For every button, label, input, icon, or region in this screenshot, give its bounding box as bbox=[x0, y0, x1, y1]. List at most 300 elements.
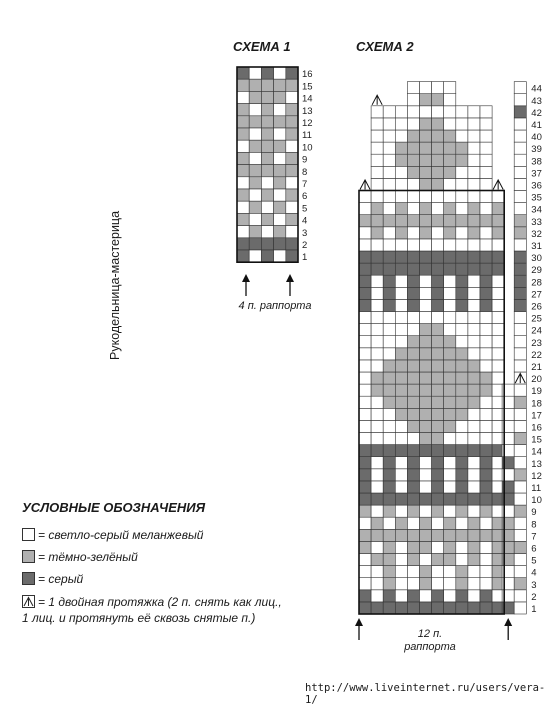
scheme2-cell bbox=[432, 372, 444, 384]
scheme2-cell bbox=[371, 130, 383, 142]
scheme2-cell bbox=[395, 420, 407, 432]
scheme2-cell bbox=[468, 517, 480, 529]
scheme2-cell bbox=[383, 517, 395, 529]
scheme2-cell bbox=[395, 541, 407, 553]
scheme1-cell bbox=[261, 116, 273, 128]
scheme2-strip-cell bbox=[514, 566, 526, 578]
scheme2-cell bbox=[395, 106, 407, 118]
scheme2-cell bbox=[407, 263, 419, 275]
scheme2-cell bbox=[407, 324, 419, 336]
scheme2-cell bbox=[420, 82, 432, 94]
scheme2-cell bbox=[492, 263, 504, 275]
scheme2-cell bbox=[444, 130, 456, 142]
scheme2-cell bbox=[371, 469, 383, 481]
scheme2-cell bbox=[456, 178, 468, 190]
scheme2-cell bbox=[371, 481, 383, 493]
scheme2-cell bbox=[383, 142, 395, 154]
scheme2-cell bbox=[371, 275, 383, 287]
scheme1-cell bbox=[249, 128, 261, 140]
scheme2-cell bbox=[480, 493, 492, 505]
scheme2-cell bbox=[407, 481, 419, 493]
scheme1-cell bbox=[237, 238, 249, 250]
scheme2-cell bbox=[383, 372, 395, 384]
scheme2-cell bbox=[407, 517, 419, 529]
scheme2-cell bbox=[371, 602, 383, 614]
scheme2-strip-cell bbox=[514, 493, 526, 505]
scheme2-cell bbox=[420, 239, 432, 251]
scheme2-strip-cell bbox=[514, 191, 526, 203]
scheme1-cell bbox=[261, 79, 273, 91]
scheme1-cell bbox=[237, 91, 249, 103]
scheme2-cell bbox=[480, 275, 492, 287]
scheme2-cell bbox=[395, 191, 407, 203]
scheme2-cell bbox=[480, 541, 492, 553]
scheme1-cell bbox=[286, 213, 298, 225]
scheme2-strip-cell bbox=[514, 457, 526, 469]
scheme2-cell bbox=[480, 360, 492, 372]
scheme2-cell bbox=[395, 287, 407, 299]
scheme2-strip-cell bbox=[514, 578, 526, 590]
scheme2-cell bbox=[359, 505, 371, 517]
scheme2-cell bbox=[407, 287, 419, 299]
scheme2-row-number: 16 bbox=[531, 422, 542, 434]
scheme2-cell bbox=[359, 590, 371, 602]
scheme2-cell bbox=[420, 590, 432, 602]
scheme2-cell bbox=[395, 408, 407, 420]
scheme2-cell bbox=[395, 360, 407, 372]
scheme2-cell bbox=[371, 505, 383, 517]
scheme1-cell bbox=[286, 250, 298, 262]
scheme1-cell bbox=[249, 91, 261, 103]
scheme2-cell bbox=[420, 517, 432, 529]
scheme1-cell bbox=[237, 79, 249, 91]
scheme2-cell bbox=[444, 299, 456, 311]
scheme2-cell bbox=[480, 408, 492, 420]
scheme2-cell bbox=[359, 541, 371, 553]
scheme2-row-number: 15 bbox=[531, 434, 542, 446]
scheme2-cell bbox=[420, 251, 432, 263]
scheme2-row-number: 41 bbox=[531, 120, 542, 131]
scheme1-cell bbox=[274, 67, 286, 79]
scheme2-strip-cell bbox=[514, 118, 526, 130]
scheme2-cell bbox=[456, 227, 468, 239]
scheme2-cell bbox=[456, 420, 468, 432]
scheme2-cell bbox=[432, 469, 444, 481]
scheme2-cell bbox=[420, 602, 432, 614]
scheme2-cell bbox=[492, 239, 504, 251]
scheme2-cell bbox=[492, 215, 504, 227]
scheme2-cell bbox=[359, 348, 371, 360]
scheme2-strip-cell bbox=[514, 130, 526, 142]
scheme2-cell bbox=[395, 275, 407, 287]
scheme2-cell bbox=[420, 505, 432, 517]
scheme2-cell bbox=[456, 263, 468, 275]
scheme2-cell bbox=[383, 263, 395, 275]
scheme1-row-number: 16 bbox=[302, 69, 313, 81]
scheme2-cell bbox=[456, 469, 468, 481]
scheme2-cell bbox=[432, 130, 444, 142]
legend-item-symbol bbox=[22, 595, 282, 609]
scheme2-cell bbox=[359, 396, 371, 408]
scheme2-cell bbox=[371, 566, 383, 578]
scheme2-cell bbox=[468, 191, 480, 203]
scheme1-row-number: 13 bbox=[302, 105, 313, 117]
scheme1-cell bbox=[286, 189, 298, 201]
scheme2-cell bbox=[444, 166, 456, 178]
scheme2-row-number: 26 bbox=[531, 301, 542, 313]
scheme2-cell bbox=[383, 481, 395, 493]
scheme1-cell bbox=[237, 152, 249, 164]
scheme1-cell bbox=[249, 238, 261, 250]
scheme2-row-number: 34 bbox=[531, 204, 542, 216]
scheme1-cell bbox=[261, 140, 273, 152]
scheme2-cell bbox=[444, 590, 456, 602]
scheme1-arrow-left-head bbox=[242, 274, 250, 282]
scheme2-cell bbox=[468, 130, 480, 142]
scheme2-cell bbox=[371, 384, 383, 396]
scheme1-cell bbox=[274, 201, 286, 213]
scheme2-cell bbox=[407, 275, 419, 287]
scheme1-row-number: 11 bbox=[302, 130, 312, 142]
scheme1-cell bbox=[237, 140, 249, 152]
scheme2-cell bbox=[420, 203, 432, 215]
scheme2-cell bbox=[468, 408, 480, 420]
scheme2-cell bbox=[395, 372, 407, 384]
swatch-mid-icon bbox=[22, 550, 35, 563]
scheme1-row-number: 9 bbox=[302, 154, 308, 166]
scheme2-cell bbox=[359, 566, 371, 578]
scheme2-cell bbox=[371, 590, 383, 602]
scheme2-cell bbox=[444, 517, 456, 529]
scheme2-strip-cell bbox=[514, 433, 526, 445]
scheme2-cell bbox=[420, 263, 432, 275]
scheme2-cell bbox=[444, 408, 456, 420]
double-decrease-icon bbox=[372, 95, 382, 105]
scheme2-cell bbox=[395, 324, 407, 336]
scheme2-cell bbox=[383, 602, 395, 614]
scheme2-cell bbox=[420, 154, 432, 166]
scheme2-cell bbox=[371, 517, 383, 529]
scheme1-cell bbox=[274, 177, 286, 189]
scheme2-cell bbox=[407, 590, 419, 602]
scheme2-cell bbox=[432, 348, 444, 360]
scheme2-cell bbox=[395, 481, 407, 493]
scheme2-cell bbox=[480, 384, 492, 396]
scheme2-row-number: 9 bbox=[531, 507, 537, 519]
scheme2-cell bbox=[468, 263, 480, 275]
scheme2-cell bbox=[432, 384, 444, 396]
scheme2-row-number: 4 bbox=[531, 567, 537, 579]
scheme1-cell bbox=[237, 250, 249, 262]
scheme2-cell bbox=[432, 578, 444, 590]
scheme2-strip-cell bbox=[514, 312, 526, 324]
scheme2-cell bbox=[480, 154, 492, 166]
scheme2-cell bbox=[359, 239, 371, 251]
scheme1-cell bbox=[274, 79, 286, 91]
scheme2-cell bbox=[444, 493, 456, 505]
scheme2-cell bbox=[492, 324, 504, 336]
scheme2-cell bbox=[468, 348, 480, 360]
scheme2-cell bbox=[444, 566, 456, 578]
scheme2-cell bbox=[383, 433, 395, 445]
scheme2-strip-cell bbox=[514, 275, 526, 287]
scheme2-cell bbox=[383, 541, 395, 553]
scheme1-cell bbox=[274, 104, 286, 116]
scheme2-cell bbox=[480, 590, 492, 602]
scheme2-cell bbox=[420, 227, 432, 239]
scheme2-strip-cell bbox=[514, 396, 526, 408]
scheme2-cell bbox=[420, 360, 432, 372]
scheme2-cell bbox=[420, 445, 432, 457]
scheme2-cell bbox=[359, 312, 371, 324]
scheme2-cell bbox=[359, 420, 371, 432]
scheme2-cell bbox=[480, 299, 492, 311]
scheme2-row-number: 8 bbox=[531, 519, 537, 531]
scheme2-cell bbox=[383, 287, 395, 299]
scheme1-cell bbox=[286, 226, 298, 238]
scheme2-cell bbox=[371, 215, 383, 227]
scheme1-row-number: 2 bbox=[302, 240, 308, 251]
scheme2-cell bbox=[359, 203, 371, 215]
scheme1-cell bbox=[286, 238, 298, 250]
scheme2-cell bbox=[468, 384, 480, 396]
scheme2-cell bbox=[456, 251, 468, 263]
scheme2-cell bbox=[395, 312, 407, 324]
scheme2-cell bbox=[456, 360, 468, 372]
scheme2-cell bbox=[480, 191, 492, 203]
scheme2-cell bbox=[420, 299, 432, 311]
scheme2-cell bbox=[444, 203, 456, 215]
scheme2-row-number: 39 bbox=[531, 144, 542, 156]
scheme2-cell bbox=[456, 142, 468, 154]
scheme1-cell bbox=[286, 140, 298, 152]
scheme2-row-number: 29 bbox=[531, 265, 542, 277]
scheme2-cell bbox=[395, 469, 407, 481]
scheme1-cell bbox=[249, 226, 261, 238]
scheme2-cell bbox=[432, 251, 444, 263]
scheme1-cell bbox=[286, 116, 298, 128]
scheme1-row-number: 1 bbox=[302, 252, 308, 264]
scheme2-cell bbox=[407, 554, 419, 566]
scheme2-cell bbox=[468, 602, 480, 614]
scheme2-cell bbox=[359, 433, 371, 445]
scheme2-cell bbox=[371, 166, 383, 178]
scheme1-cell bbox=[249, 140, 261, 152]
scheme2-cell bbox=[432, 312, 444, 324]
scheme2-cell bbox=[432, 505, 444, 517]
scheme2-cell bbox=[492, 287, 504, 299]
scheme2-cell bbox=[480, 554, 492, 566]
scheme1-cell bbox=[286, 177, 298, 189]
scheme2-row-number: 31 bbox=[531, 241, 542, 252]
scheme2-row-number: 42 bbox=[531, 107, 542, 119]
scheme2-cell bbox=[456, 324, 468, 336]
scheme1-cell bbox=[237, 177, 249, 189]
legend-title: УСЛОВНЫЕ ОБОЗНАЧЕНИЯ bbox=[22, 500, 206, 515]
scheme2-cell bbox=[456, 239, 468, 251]
scheme2-cell bbox=[407, 336, 419, 348]
scheme2-row-number: 44 bbox=[531, 83, 542, 95]
scheme1-cell bbox=[261, 177, 273, 189]
scheme2-cell bbox=[371, 154, 383, 166]
scheme2-strip-cell bbox=[514, 420, 526, 432]
scheme2-cell bbox=[492, 360, 504, 372]
scheme2-cell bbox=[444, 263, 456, 275]
scheme2-row-number: 20 bbox=[531, 374, 542, 386]
scheme2-row-number: 22 bbox=[531, 349, 542, 361]
scheme2-cell bbox=[468, 299, 480, 311]
scheme2-cell bbox=[371, 178, 383, 190]
scheme2-cell bbox=[468, 215, 480, 227]
scheme2-cell bbox=[492, 191, 504, 203]
scheme2-strip-cell bbox=[514, 360, 526, 372]
scheme1-cell bbox=[261, 250, 273, 262]
scheme2-cell bbox=[468, 154, 480, 166]
scheme2-cell bbox=[432, 191, 444, 203]
scheme2-strip-cell bbox=[514, 469, 526, 481]
scheme2-cell bbox=[383, 360, 395, 372]
scheme2-cell bbox=[420, 457, 432, 469]
scheme2-cell bbox=[480, 324, 492, 336]
scheme2-strip-cell bbox=[514, 384, 526, 396]
scheme2-cell bbox=[359, 275, 371, 287]
scheme2-strip-cell bbox=[514, 94, 526, 106]
scheme2-row-number: 3 bbox=[531, 579, 537, 591]
scheme2-cell bbox=[432, 517, 444, 529]
scheme1-cell bbox=[249, 213, 261, 225]
scheme2-cell bbox=[444, 287, 456, 299]
scheme2-row-number: 24 bbox=[531, 325, 542, 337]
scheme2-cell bbox=[371, 336, 383, 348]
scheme1-cell bbox=[249, 250, 261, 262]
scheme2-strip-cell bbox=[514, 154, 526, 166]
scheme2-cell bbox=[383, 299, 395, 311]
scheme2-cell bbox=[383, 312, 395, 324]
scheme2-cell bbox=[371, 360, 383, 372]
scheme2-cell bbox=[359, 384, 371, 396]
scheme2-cell bbox=[407, 602, 419, 614]
scheme2-cell bbox=[456, 408, 468, 420]
scheme2-cell bbox=[492, 275, 504, 287]
scheme1-row-number: 5 bbox=[302, 203, 308, 215]
scheme2-cell bbox=[407, 396, 419, 408]
scheme2-cell bbox=[444, 275, 456, 287]
scheme2-cell bbox=[492, 251, 504, 263]
scheme2-cell bbox=[444, 94, 456, 106]
scheme1-cell bbox=[274, 140, 286, 152]
scheme1-cell bbox=[261, 91, 273, 103]
scheme2-cell bbox=[468, 445, 480, 457]
scheme2-cell bbox=[395, 299, 407, 311]
scheme1-cell bbox=[274, 250, 286, 262]
scheme2-cell bbox=[444, 396, 456, 408]
scheme2-cell bbox=[432, 215, 444, 227]
scheme1-cell bbox=[249, 152, 261, 164]
scheme2-cell bbox=[444, 433, 456, 445]
scheme2-strip-cell bbox=[514, 227, 526, 239]
scheme2-row-number: 1 bbox=[531, 604, 537, 615]
scheme2-cell bbox=[359, 554, 371, 566]
scheme2-cell bbox=[444, 154, 456, 166]
scheme2-cell bbox=[456, 336, 468, 348]
scheme2-cell bbox=[456, 130, 468, 142]
scheme2-row-number: 14 bbox=[531, 446, 542, 458]
scheme2-cell bbox=[456, 481, 468, 493]
scheme2-cell bbox=[492, 203, 504, 215]
scheme2-cell bbox=[420, 94, 432, 106]
scheme2-cell bbox=[395, 445, 407, 457]
scheme2-cell bbox=[468, 106, 480, 118]
scheme2-cell bbox=[395, 433, 407, 445]
scheme2-cell bbox=[383, 529, 395, 541]
scheme2-cell bbox=[468, 578, 480, 590]
scheme2-cell bbox=[432, 227, 444, 239]
scheme2-cell bbox=[407, 178, 419, 190]
scheme1-cell bbox=[237, 165, 249, 177]
scheme2-cell bbox=[395, 505, 407, 517]
scheme2-cell bbox=[395, 239, 407, 251]
scheme2-cell bbox=[407, 445, 419, 457]
scheme2-cell bbox=[432, 360, 444, 372]
scheme2-cell bbox=[432, 82, 444, 94]
scheme2-cell bbox=[432, 590, 444, 602]
scheme2-title: СХЕМА 2 bbox=[356, 39, 414, 54]
scheme2-cell bbox=[444, 372, 456, 384]
scheme1-cell bbox=[274, 213, 286, 225]
scheme2-row-number: 30 bbox=[531, 253, 542, 265]
scheme2-arrow-left-head bbox=[355, 618, 363, 626]
scheme2-cell bbox=[468, 420, 480, 432]
scheme2-cell bbox=[444, 481, 456, 493]
scheme2-cell bbox=[432, 166, 444, 178]
scheme2-cell bbox=[383, 239, 395, 251]
scheme2-cell bbox=[456, 554, 468, 566]
scheme2-cell bbox=[432, 239, 444, 251]
scheme2-cell bbox=[407, 130, 419, 142]
scheme2-cell bbox=[420, 541, 432, 553]
scheme2-cell bbox=[383, 215, 395, 227]
scheme2-cell bbox=[371, 348, 383, 360]
scheme2-row-number: 19 bbox=[531, 386, 542, 398]
scheme2-cell bbox=[383, 384, 395, 396]
scheme2-cell bbox=[407, 408, 419, 420]
legend-text-dark: = серый bbox=[38, 572, 84, 586]
scheme2-cell bbox=[480, 118, 492, 130]
scheme2-strip-cell bbox=[514, 106, 526, 118]
scheme1-cell bbox=[286, 67, 298, 79]
scheme2-cell bbox=[371, 457, 383, 469]
scheme2-cell bbox=[444, 578, 456, 590]
scheme2-cell bbox=[432, 420, 444, 432]
scheme2-cell bbox=[359, 336, 371, 348]
scheme2-cell bbox=[420, 106, 432, 118]
scheme2-cell bbox=[359, 191, 371, 203]
scheme2-cell bbox=[407, 384, 419, 396]
scheme2-cell bbox=[359, 263, 371, 275]
scheme2-cell bbox=[420, 336, 432, 348]
scheme2-strip-cell bbox=[514, 142, 526, 154]
scheme1-cell bbox=[286, 152, 298, 164]
scheme2-cell bbox=[359, 529, 371, 541]
scheme2-cell bbox=[371, 420, 383, 432]
scheme2-cell bbox=[456, 166, 468, 178]
scheme2-cell bbox=[407, 360, 419, 372]
scheme2-cell bbox=[383, 590, 395, 602]
scheme2-cell bbox=[468, 469, 480, 481]
scheme2-strip-cell bbox=[514, 445, 526, 457]
scheme2-cell bbox=[407, 227, 419, 239]
scheme2-cell bbox=[407, 239, 419, 251]
